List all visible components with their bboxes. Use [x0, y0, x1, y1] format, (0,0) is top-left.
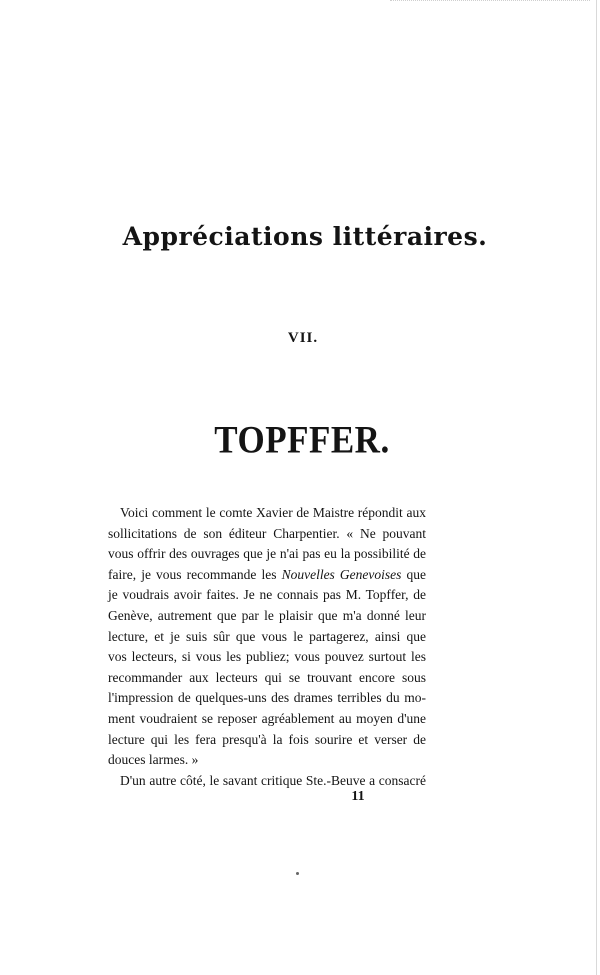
- page-edge-line: [596, 0, 597, 975]
- text-line: lecture, et je suis sûr que vous le partagerez, ainsi que: [108, 628, 426, 644]
- text-segment: que: [401, 566, 427, 582]
- page-number: 11: [351, 789, 365, 804]
- paper-speck: [296, 872, 299, 875]
- body-paragraphs: [108, 503, 426, 791]
- chapter-number: VII.: [287, 330, 319, 346]
- section-title: Appréciations littéraires.: [122, 222, 488, 251]
- text-line: Genève, autrement que par le plaisir que m'a donné leur: [108, 607, 426, 623]
- text-line: je voudrais avoir faites. Je ne connais pas M. Topffer, de: [108, 587, 426, 603]
- text-line: ment voudraient se reposer agréablement au moyen d'une: [108, 710, 426, 726]
- text-line: lecture qui les fera presqu'à la fois sourire et verser de: [108, 731, 426, 747]
- text-line: Voici comment le comte Xavier de Maistre répondit aux: [120, 505, 426, 520]
- text-line: douces larmes. »: [108, 752, 199, 768]
- text-line: vous offrir des ouvrages que je n'ai pas eu la possibilité de: [108, 546, 426, 562]
- text-line: vos lecteurs, si vous les publiez; vous pouvez surtout les: [108, 649, 426, 665]
- text-line: sollicitations de son éditeur Charpentier. « Ne pouvant: [108, 525, 426, 541]
- page-edge-mark: [390, 0, 590, 7]
- text-line: recommander aux lecteurs qui se trouvant encore sous: [108, 669, 426, 685]
- chapter-title: TOPFFER.: [214, 418, 390, 462]
- text-line: l'impression de quelques-uns des drames terribles du mo-: [108, 690, 426, 706]
- italic-title: Nouvelles Genevoises: [281, 566, 402, 582]
- text-segment: faire, je vous recommande les: [108, 566, 282, 582]
- text-line-with-italic: [108, 565, 426, 586]
- text-line: D'un autre côté, le savant critique Ste.-Beuve a consacré: [120, 772, 426, 788]
